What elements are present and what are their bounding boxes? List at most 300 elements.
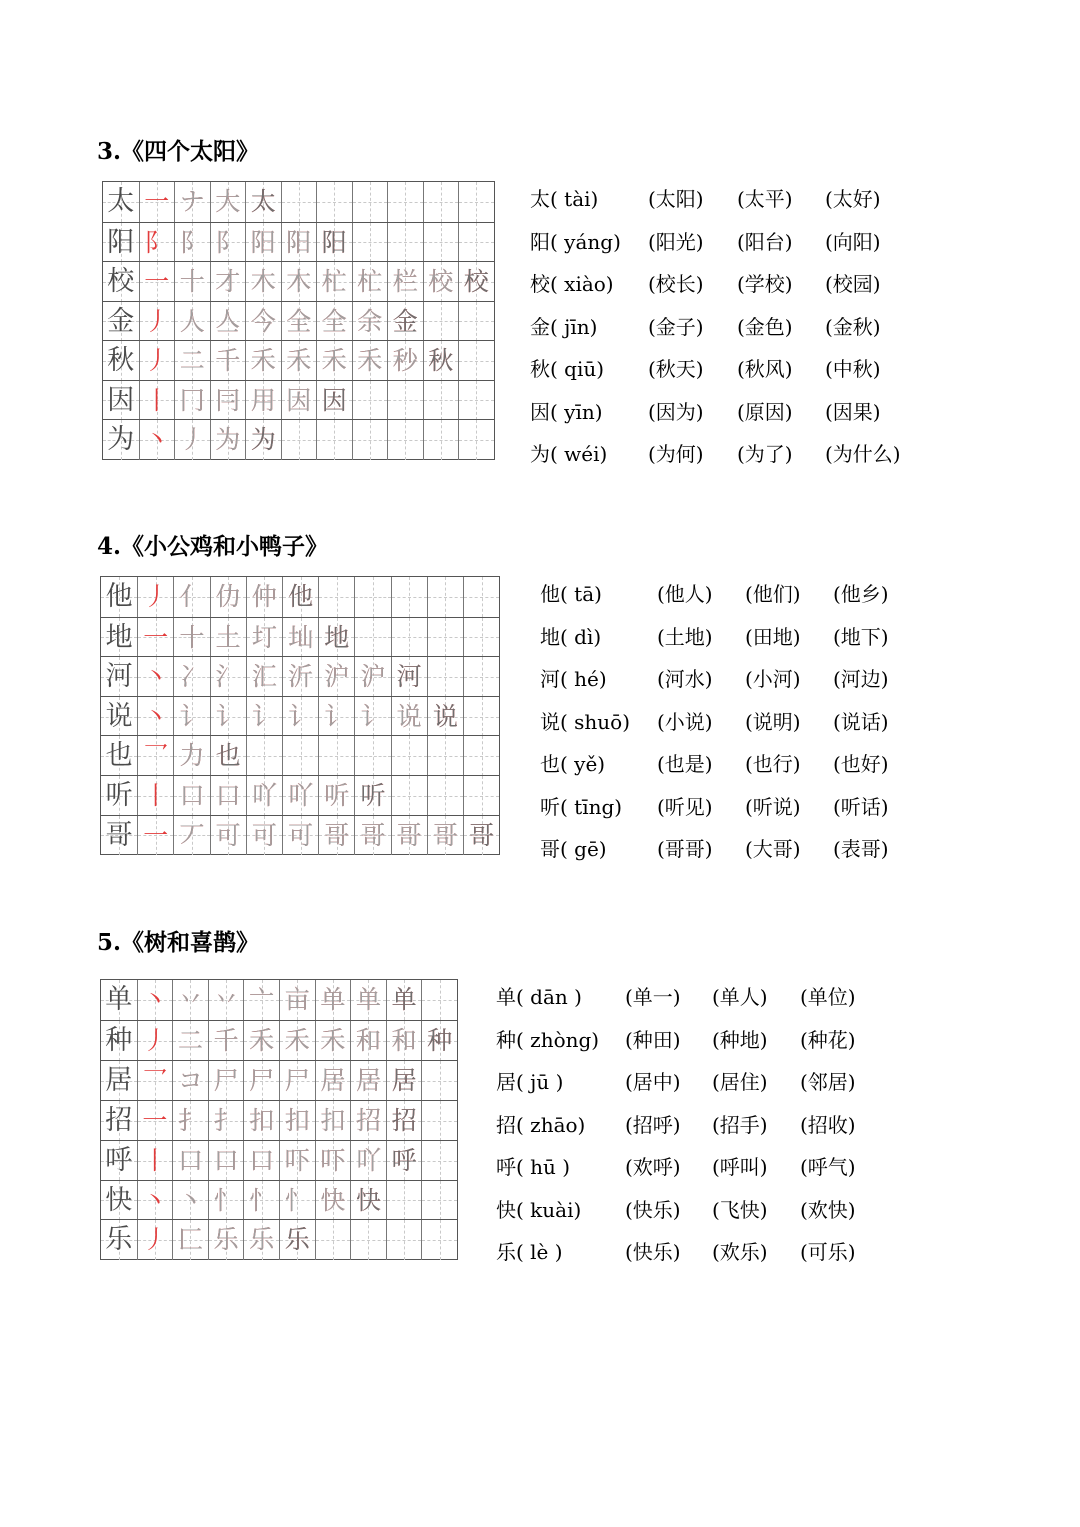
stroke-step: 讠 xyxy=(360,701,386,731)
stroke-step: 今 xyxy=(250,306,276,336)
word-group: (种花) xyxy=(800,1027,856,1052)
grid-cell xyxy=(174,341,210,381)
grid-cell xyxy=(172,1021,208,1061)
model-character: 也 xyxy=(105,740,133,772)
grid-cell xyxy=(387,420,423,460)
stroke-step: 口 xyxy=(249,1145,275,1175)
stroke-step: 冂 xyxy=(179,385,205,415)
stroke-step: 阳 xyxy=(286,227,312,257)
grid-cell xyxy=(423,341,459,381)
stroke-step: 一 xyxy=(143,622,169,652)
grid-cell xyxy=(137,980,173,1020)
model-character: 哥 xyxy=(105,819,133,851)
word-group: (欢快) xyxy=(800,1197,856,1222)
guide-line-vertical xyxy=(440,980,441,1020)
grid-cell xyxy=(174,302,210,342)
guide-line-vertical xyxy=(409,776,410,816)
grid-cell xyxy=(101,1061,137,1101)
stroke-step: 单 xyxy=(391,985,417,1014)
stroke-step: 乛 xyxy=(142,1065,168,1095)
stroke-step: 哥 xyxy=(360,820,386,850)
grid-cell xyxy=(279,1220,315,1260)
guide-line-vertical xyxy=(405,223,406,263)
word-group: (单位) xyxy=(800,985,856,1009)
stroke-step: 尸 xyxy=(284,1065,310,1095)
model-character: 乐 xyxy=(105,1224,133,1256)
section-title: 4.《小公鸡和小鸭子》 xyxy=(97,533,329,560)
stroke-step: 招 xyxy=(355,1105,381,1135)
grid-cell xyxy=(354,577,390,617)
grid-cell xyxy=(391,697,427,737)
grid-cell xyxy=(350,1101,386,1141)
grid-cell xyxy=(463,776,499,816)
guide-line-vertical xyxy=(368,1220,369,1260)
grid-cell xyxy=(354,657,390,697)
guide-line-vertical xyxy=(370,420,371,460)
stroke-step: 忄 xyxy=(284,1185,310,1215)
grid-cell xyxy=(137,1061,173,1101)
grid-cell xyxy=(315,980,351,1020)
pinyin-entry: 因( yīn) xyxy=(530,399,603,424)
guide-line-vertical xyxy=(482,776,483,816)
guide-line-vertical xyxy=(482,657,483,697)
stroke-step: 二 xyxy=(177,1025,203,1055)
grid-cell xyxy=(210,776,246,816)
stroke-step: 才 xyxy=(215,267,241,296)
stroke-step: 阝 xyxy=(144,227,170,257)
guide-line-vertical xyxy=(337,577,338,617)
grid-cell xyxy=(391,657,427,697)
stroke-step: 一 xyxy=(144,267,170,296)
guide-line-vertical xyxy=(476,420,477,460)
model-character: 河 xyxy=(105,661,133,693)
grid-cell xyxy=(103,341,139,381)
grid-cell xyxy=(387,381,423,421)
vocab-row xyxy=(540,706,940,734)
grid-cell xyxy=(318,577,354,617)
stroke-step: 单 xyxy=(355,985,381,1014)
grid-row xyxy=(103,182,494,222)
grid-cell xyxy=(281,223,317,263)
grid-cell xyxy=(315,1101,351,1141)
word-group: (邻居) xyxy=(800,1070,856,1094)
grid-cell xyxy=(458,302,494,342)
guide-line-vertical xyxy=(445,776,446,816)
word-group: (欢呼) xyxy=(625,1155,681,1179)
vocab-row xyxy=(530,311,930,339)
grid-cell xyxy=(427,577,463,617)
guide-line-vertical xyxy=(476,302,477,342)
guide-line-vertical xyxy=(299,182,300,222)
grid-cell xyxy=(208,1061,244,1101)
grid-cell xyxy=(458,223,494,263)
grid-row xyxy=(101,815,499,856)
model-character: 因 xyxy=(107,384,135,416)
stroke-step: 太 xyxy=(250,187,276,216)
pinyin-entry: 听( tīng) xyxy=(540,794,623,819)
stroke-step: 吖 xyxy=(288,781,314,810)
stroke-step: 禾 xyxy=(286,346,312,375)
grid-cell xyxy=(387,302,423,342)
stroke-step: 一 xyxy=(143,820,169,850)
grid-cell xyxy=(246,697,282,737)
guide-line-vertical xyxy=(440,1141,441,1181)
stroke-step: ナ xyxy=(179,187,205,216)
grid-cell xyxy=(281,302,317,342)
grid-cell xyxy=(421,1061,457,1101)
pinyin-entry: 校( xiào) xyxy=(530,272,614,296)
stroke-step: 扣 xyxy=(249,1105,275,1135)
grid-cell xyxy=(245,341,281,381)
grid-cell xyxy=(463,736,499,776)
guide-line-vertical xyxy=(482,577,483,617)
grid-cell xyxy=(101,577,137,617)
grid-cell xyxy=(463,618,499,658)
stroke-step: 和 xyxy=(391,1025,417,1055)
grid-cell xyxy=(246,657,282,697)
stroke-step: 匚 xyxy=(177,1225,203,1255)
stroke-order-grid xyxy=(102,181,495,460)
grid-cell xyxy=(137,697,173,737)
grid-cell xyxy=(103,302,139,342)
grid-cell xyxy=(315,1181,351,1221)
stroke-step: 千 xyxy=(213,1025,239,1055)
grid-cell xyxy=(246,577,282,617)
grid-cell xyxy=(210,341,246,381)
pinyin-entry: 乐( lè ) xyxy=(496,1240,563,1264)
guide-line-vertical xyxy=(370,381,371,421)
grid-cell xyxy=(386,1061,422,1101)
grid-cell xyxy=(101,618,137,658)
grid-cell xyxy=(463,577,499,617)
word-group: (小河) xyxy=(745,667,801,691)
grid-cell xyxy=(173,657,209,697)
grid-cell xyxy=(137,816,173,856)
guide-line-vertical xyxy=(405,381,406,421)
stroke-step: 扣 xyxy=(284,1105,310,1135)
grid-row xyxy=(103,261,494,302)
grid-cell xyxy=(210,302,246,342)
stroke-step: 因 xyxy=(321,385,347,415)
grid-cell xyxy=(350,1220,386,1260)
vocab-row xyxy=(496,1236,896,1264)
grid-cell xyxy=(350,1061,386,1101)
grid-row xyxy=(101,617,499,658)
grid-cell xyxy=(421,1141,457,1181)
grid-cell xyxy=(391,618,427,658)
grid-cell xyxy=(427,736,463,776)
stroke-step: 冃 xyxy=(215,385,241,415)
word-group: (听话) xyxy=(833,794,889,819)
guide-line-vertical xyxy=(441,420,442,460)
grid-cell xyxy=(210,182,246,222)
stroke-step: 秋 xyxy=(428,346,454,375)
grid-cell xyxy=(354,697,390,737)
stroke-step: 阝 xyxy=(179,227,205,257)
grid-cell xyxy=(103,262,139,302)
grid-cell xyxy=(245,223,281,263)
stroke-step: 禾 xyxy=(284,1025,310,1055)
grid-cell xyxy=(173,816,209,856)
grid-cell xyxy=(208,1220,244,1260)
word-group: (河水) xyxy=(657,667,713,691)
grid-row xyxy=(101,577,499,617)
guide-line-vertical xyxy=(441,182,442,222)
stroke-step: 木 xyxy=(286,267,312,296)
stroke-step: 沪 xyxy=(360,662,386,692)
grid-row xyxy=(103,222,494,263)
pinyin-entry: 说( shuō) xyxy=(540,709,631,734)
vocab-row xyxy=(530,353,930,381)
stroke-step: 亻 xyxy=(179,582,205,611)
guide-line-vertical xyxy=(440,1101,441,1141)
grid-cell xyxy=(463,816,499,856)
stroke-step: 丿 xyxy=(142,1025,168,1055)
stroke-step: 扌 xyxy=(213,1105,239,1135)
grid-cell xyxy=(279,980,315,1020)
stroke-step: 阝 xyxy=(215,227,241,257)
grid-cell xyxy=(174,381,210,421)
grid-cell xyxy=(103,223,139,263)
grid-cell xyxy=(352,182,388,222)
grid-cell xyxy=(386,980,422,1020)
stroke-step: 力 xyxy=(179,741,205,771)
grid-cell xyxy=(137,577,173,617)
grid-cell xyxy=(210,262,246,302)
stroke-step: 土 xyxy=(215,622,241,652)
grid-cell xyxy=(391,577,427,617)
grid-cell xyxy=(210,223,246,263)
grid-cell xyxy=(101,1021,137,1061)
grid-cell xyxy=(387,182,423,222)
grid-cell xyxy=(427,816,463,856)
word-group: (小说) xyxy=(657,709,713,734)
grid-cell xyxy=(318,816,354,856)
stroke-step: 口 xyxy=(177,1145,203,1175)
word-group: (招手) xyxy=(712,1112,768,1137)
grid-cell xyxy=(210,381,246,421)
guide-line-vertical xyxy=(476,182,477,222)
stroke-step: 可 xyxy=(215,820,241,850)
grid-cell xyxy=(318,657,354,697)
stroke-step: 和 xyxy=(355,1025,381,1055)
stroke-step: 乐 xyxy=(213,1225,239,1255)
grid-row xyxy=(101,1180,457,1221)
stroke-step: 丿 xyxy=(144,346,170,375)
stroke-step: 校 xyxy=(463,267,489,296)
grid-cell xyxy=(174,420,210,460)
model-character: 太 xyxy=(107,186,135,217)
grid-cell xyxy=(101,980,137,1020)
word-group: (种地) xyxy=(712,1027,768,1052)
guide-line-vertical xyxy=(337,736,338,776)
word-group: (招呼) xyxy=(625,1112,681,1137)
stroke-step: コ xyxy=(177,1065,203,1095)
word-group: (也行) xyxy=(745,752,801,776)
word-group: (他乡) xyxy=(833,582,889,606)
grid-cell xyxy=(243,1061,279,1101)
stroke-step: 全 xyxy=(286,306,312,336)
stroke-step: 禾 xyxy=(321,346,347,375)
pinyin-entry: 河( hé) xyxy=(540,667,607,691)
stroke-step: 讠 xyxy=(179,701,205,731)
grid-cell xyxy=(350,1181,386,1221)
stroke-step: 十 xyxy=(179,622,205,652)
grid-cell xyxy=(350,1021,386,1061)
grid-cell xyxy=(139,262,175,302)
stroke-step: 亠 xyxy=(249,985,275,1014)
grid-cell xyxy=(423,182,459,222)
grid-cell xyxy=(423,223,459,263)
grid-cell xyxy=(281,341,317,381)
grid-cell xyxy=(279,1181,315,1221)
grid-cell xyxy=(421,1220,457,1260)
vocab-row xyxy=(496,1066,896,1094)
guide-line-vertical xyxy=(445,618,446,658)
pinyin-entry: 快( kuài) xyxy=(496,1197,582,1222)
stroke-step: 口 xyxy=(215,781,241,810)
grid-cell xyxy=(174,182,210,222)
vocab-row xyxy=(540,578,940,606)
grid-cell xyxy=(137,618,173,658)
grid-row xyxy=(101,696,499,737)
stroke-order-grid xyxy=(100,576,500,855)
grid-cell xyxy=(208,1101,244,1141)
grid-cell xyxy=(103,381,139,421)
vocab-row xyxy=(540,663,940,691)
grid-cell xyxy=(316,182,352,222)
guide-line-vertical xyxy=(482,736,483,776)
pinyin-entry: 居( jū ) xyxy=(496,1070,564,1094)
grid-cell xyxy=(172,1101,208,1141)
word-group: (他们) xyxy=(745,582,801,606)
grid-cell xyxy=(427,697,463,737)
pinyin-entry: 哥( gē) xyxy=(540,837,607,861)
model-character: 居 xyxy=(105,1064,133,1096)
section-title: 5.《树和喜鹊》 xyxy=(97,929,260,956)
grid-cell xyxy=(281,381,317,421)
grid-cell xyxy=(391,736,427,776)
word-group: (因为) xyxy=(648,399,704,424)
stroke-step: 千 xyxy=(215,346,241,375)
grid-cell xyxy=(245,302,281,342)
grid-cell xyxy=(210,577,246,617)
vocab-row xyxy=(496,1151,896,1179)
grid-cell xyxy=(421,1101,457,1141)
model-character: 地 xyxy=(105,621,133,653)
stroke-step: 人 xyxy=(179,306,205,336)
stroke-step: 讠 xyxy=(288,701,314,731)
guide-line-vertical xyxy=(445,736,446,776)
grid-cell xyxy=(318,776,354,816)
stroke-step: 单 xyxy=(320,985,346,1014)
grid-cell xyxy=(101,1220,137,1260)
stroke-step: 听 xyxy=(360,781,386,810)
pinyin-entry: 他( tā) xyxy=(540,582,602,606)
stroke-order-grid xyxy=(100,979,458,1260)
grid-row xyxy=(101,735,499,776)
guide-line-vertical xyxy=(299,420,300,460)
word-group: (阳台) xyxy=(737,229,793,254)
stroke-step: 亩 xyxy=(284,985,310,1014)
grid-cell xyxy=(427,657,463,697)
stroke-step: 丿 xyxy=(142,1225,168,1255)
word-group: (金秋) xyxy=(825,314,881,339)
word-group: (单一) xyxy=(625,985,681,1009)
grid-cell xyxy=(137,1141,173,1181)
stroke-step: 二 xyxy=(179,346,205,375)
grid-cell xyxy=(246,776,282,816)
word-group: (他人) xyxy=(657,582,713,606)
grid-cell xyxy=(282,816,318,856)
guide-line-vertical xyxy=(441,302,442,342)
word-group: (学校) xyxy=(737,272,793,296)
stroke-step: 余 xyxy=(357,306,383,336)
grid-cell xyxy=(316,381,352,421)
stroke-step: 丨 xyxy=(143,781,169,810)
grid-cell xyxy=(279,1141,315,1181)
pinyin-entry: 也( yě) xyxy=(540,752,606,776)
guide-line-vertical xyxy=(409,577,410,617)
pinyin-entry: 阳( yáng) xyxy=(530,229,621,254)
stroke-step: 校 xyxy=(428,267,454,296)
guide-line-vertical xyxy=(482,618,483,658)
grid-cell xyxy=(172,1181,208,1221)
guide-line-vertical xyxy=(476,223,477,263)
stroke-step: 可 xyxy=(251,820,277,850)
stroke-step: 尸 xyxy=(213,1065,239,1095)
stroke-step: 汇 xyxy=(251,662,277,692)
stroke-step: 沪 xyxy=(324,662,350,692)
grid-cell xyxy=(137,736,173,776)
stroke-step: 禾 xyxy=(357,346,383,375)
stroke-step: 忄 xyxy=(213,1185,239,1215)
word-group: (土地) xyxy=(657,624,713,649)
vocab-row xyxy=(496,1024,896,1052)
grid-cell xyxy=(315,1021,351,1061)
stroke-step: 吓 xyxy=(284,1145,310,1175)
grid-cell xyxy=(391,816,427,856)
grid-cell xyxy=(421,1181,457,1221)
guide-line-vertical xyxy=(370,182,371,222)
grid-cell xyxy=(386,1220,422,1260)
guide-line-vertical xyxy=(404,1181,405,1221)
grid-row xyxy=(101,775,499,816)
word-group: (说话) xyxy=(833,709,889,734)
word-group: (呼叫) xyxy=(712,1155,768,1179)
stroke-step: 听 xyxy=(324,781,350,810)
model-character: 单 xyxy=(105,984,133,1015)
word-group: (表哥) xyxy=(833,837,889,861)
grid-cell xyxy=(243,980,279,1020)
grid-cell xyxy=(421,980,457,1020)
guide-line-vertical xyxy=(404,1220,405,1260)
vocab-row xyxy=(540,833,940,861)
stroke-step: 亼 xyxy=(215,306,241,336)
pinyin-entry: 为( wéi) xyxy=(530,442,608,466)
model-character: 快 xyxy=(105,1184,133,1216)
word-group: (中秋) xyxy=(825,357,881,381)
grid-cell xyxy=(245,381,281,421)
model-character: 秋 xyxy=(107,345,135,376)
word-group: (呼气) xyxy=(800,1155,856,1179)
word-group: (秋天) xyxy=(648,357,704,381)
grid-cell xyxy=(243,1141,279,1181)
grid-cell xyxy=(208,980,244,1020)
stroke-step: 丷 xyxy=(177,985,203,1014)
guide-line-vertical xyxy=(301,736,302,776)
grid-cell xyxy=(282,697,318,737)
